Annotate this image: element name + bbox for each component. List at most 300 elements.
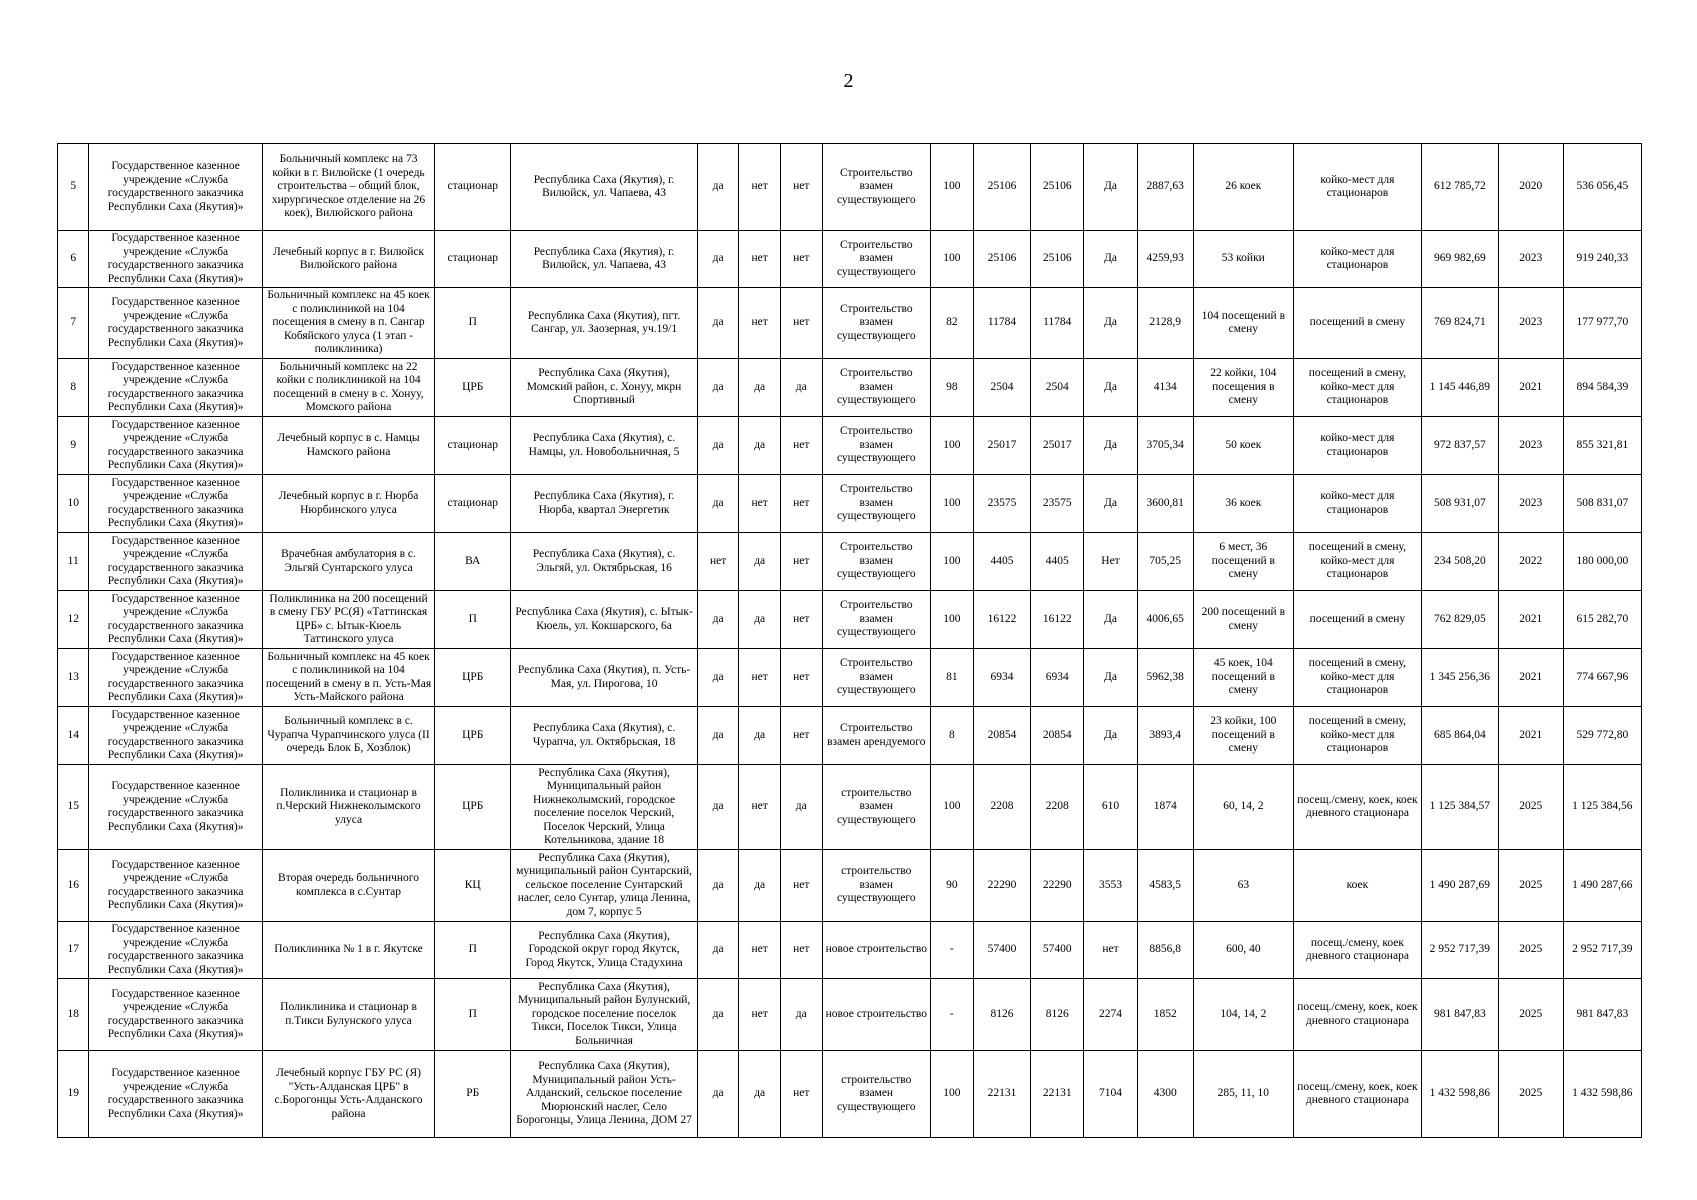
cell-cost: 1 125 384,57 — [1421, 765, 1498, 850]
table-row — [58, 1051, 1642, 1138]
cell-cost: 981 847,83 — [1421, 979, 1498, 1051]
cell-unit: койко-мест для стационаров — [1294, 144, 1422, 231]
cell-work: строительство взамен существующего — [822, 850, 931, 922]
cell-capacity: 50 коек — [1193, 417, 1293, 475]
cell-c3: да — [780, 765, 822, 850]
cell-capacity: 53 койки — [1193, 231, 1293, 288]
cell-v1: 11784 — [973, 288, 1031, 359]
cell-c2: нет — [739, 231, 781, 288]
cell-v3: Да — [1084, 417, 1138, 475]
cell-address: Республика Саха (Якутия), с. Ытык-Кюель, ул. Кокшарского, 6а — [511, 591, 698, 649]
cell-v3: нет — [1084, 922, 1138, 979]
cell-pct: 100 — [931, 533, 974, 591]
cell-year: 2023 — [1498, 231, 1563, 288]
cell-pct: - — [931, 979, 974, 1051]
table-row — [58, 533, 1642, 591]
cell-amount: 1 432 598,86 — [1563, 1051, 1641, 1138]
cell-capacity: 36 коек — [1193, 475, 1293, 533]
cell-year: 2021 — [1498, 359, 1563, 417]
cell-n: 9 — [58, 417, 89, 475]
cell-work: Строительство взамен арендуемого — [822, 707, 931, 765]
cell-work: Строительство взамен существующего — [822, 649, 931, 707]
cell-object: Поликлиника на 200 посещений в смену ГБУ РС(Я) «Таттинская ЦРБ» с. Ытык-Кюель Таттинского улуса — [262, 591, 434, 649]
cell-address: Республика Саха (Якутия), Городской округ город Якутск, Город Якутск, Улица Стадухина — [511, 922, 698, 979]
cell-object: Поликлиника и стационар в п.Тикси Булунского улуса — [262, 979, 434, 1051]
cell-type: П — [435, 591, 511, 649]
cell-customer: Государственное казенное учреждение «Служба государственного заказчика Республики Саха (Якутия)» — [89, 288, 262, 359]
cell-capacity: 104 посещений в смену — [1193, 288, 1293, 359]
cell-capacity: 45 коек, 104 посещений в смену — [1193, 649, 1293, 707]
cell-v3: 2274 — [1084, 979, 1138, 1051]
cell-capacity: 23 койки, 100 посещений в смену — [1193, 707, 1293, 765]
cell-unit: посещений в смену, койко-мест для стационаров — [1294, 707, 1422, 765]
cell-c2: нет — [739, 649, 781, 707]
cell-v3: Да — [1084, 591, 1138, 649]
cell-v1: 4405 — [973, 533, 1031, 591]
cell-area: 3600,81 — [1137, 475, 1193, 533]
cell-pct: 8 — [931, 707, 974, 765]
cell-amount: 894 584,39 — [1563, 359, 1641, 417]
cell-c1: да — [697, 591, 739, 649]
cell-v1: 20854 — [973, 707, 1031, 765]
cell-amount: 855 321,81 — [1563, 417, 1641, 475]
cell-address: Республика Саха (Якутия), с. Намцы, ул. Новобольничная, 5 — [511, 417, 698, 475]
cell-n: 15 — [58, 765, 89, 850]
cell-v2: 22290 — [1031, 850, 1084, 922]
cell-pct: 90 — [931, 850, 974, 922]
cell-c1: да — [697, 765, 739, 850]
cell-v2: 20854 — [1031, 707, 1084, 765]
cell-area: 705,25 — [1137, 533, 1193, 591]
cell-c3: нет — [780, 922, 822, 979]
cell-work: Строительство взамен существующего — [822, 231, 931, 288]
cell-v1: 25106 — [973, 231, 1031, 288]
cell-n: 11 — [58, 533, 89, 591]
cell-n: 13 — [58, 649, 89, 707]
cell-year: 2025 — [1498, 850, 1563, 922]
cell-customer: Государственное казенное учреждение «Служба государственного заказчика Республики Саха (Якутия)» — [89, 417, 262, 475]
cell-v1: 22131 — [973, 1051, 1031, 1138]
cell-area: 3705,34 — [1137, 417, 1193, 475]
cell-customer: Государственное казенное учреждение «Служба государственного заказчика Республики Саха (Якутия)» — [89, 475, 262, 533]
cell-year: 2023 — [1498, 288, 1563, 359]
cell-amount: 529 772,80 — [1563, 707, 1641, 765]
cell-area: 1874 — [1137, 765, 1193, 850]
cell-type: ЦРБ — [435, 359, 511, 417]
cell-area: 3893,4 — [1137, 707, 1193, 765]
cell-year: 2025 — [1498, 1051, 1563, 1138]
cell-customer: Государственное казенное учреждение «Служба государственного заказчика Республики Саха (Якутия)» — [89, 359, 262, 417]
cell-type: ВА — [435, 533, 511, 591]
cell-type: П — [435, 288, 511, 359]
cell-year: 2025 — [1498, 922, 1563, 979]
cell-c3: нет — [780, 231, 822, 288]
table-row — [58, 765, 1642, 850]
cell-v3: Да — [1084, 144, 1138, 231]
cell-address: Республика Саха (Якутия), г. Вилюйск, ул. Чапаева, 43 — [511, 144, 698, 231]
cell-unit: посещ./смену, коек, коек дневного стационара — [1294, 979, 1422, 1051]
cell-capacity: 60, 14, 2 — [1193, 765, 1293, 850]
cell-v2: 4405 — [1031, 533, 1084, 591]
cell-address: Республика Саха (Якутия), Муниципальный район Нижнеколымский, городское поселение поселок Черский, Поселок Черский, Улица Котельникова, здание 18 — [511, 765, 698, 850]
cell-object: Больничный комплекс на 22 койки с поликлиникой на 104 посещений в смену в с. Хонуу, Момского района — [262, 359, 434, 417]
cell-object: Вторая очередь больничного комплекса в с.Сунтар — [262, 850, 434, 922]
cell-c3: нет — [780, 850, 822, 922]
cell-n: 12 — [58, 591, 89, 649]
cell-c2: да — [739, 591, 781, 649]
cell-cost: 508 931,07 — [1421, 475, 1498, 533]
cell-cost: 2 952 717,39 — [1421, 922, 1498, 979]
cell-unit: посещений в смену, койко-мест для стационаров — [1294, 649, 1422, 707]
cell-pct: 100 — [931, 765, 974, 850]
cell-c2: нет — [739, 144, 781, 231]
cell-work: новое строительство — [822, 979, 931, 1051]
cell-c2: нет — [739, 288, 781, 359]
cell-n: 16 — [58, 850, 89, 922]
cell-type: П — [435, 979, 511, 1051]
cell-capacity: 285, 11, 10 — [1193, 1051, 1293, 1138]
cell-work: Строительство взамен существующего — [822, 288, 931, 359]
table-row — [58, 649, 1642, 707]
cell-c2: да — [739, 359, 781, 417]
cell-customer: Государственное казенное учреждение «Служба государственного заказчика Республики Саха (Якутия)» — [89, 533, 262, 591]
cell-object: Врачебная амбулатория в с. Эльгяй Сунтарского улуса — [262, 533, 434, 591]
cell-area: 2887,63 — [1137, 144, 1193, 231]
cell-address: Республика Саха (Якутия), г. Вилюйск, ул. Чапаева, 43 — [511, 231, 698, 288]
cell-c1: да — [697, 850, 739, 922]
cell-v2: 22131 — [1031, 1051, 1084, 1138]
cell-area: 1852 — [1137, 979, 1193, 1051]
cell-pct: - — [931, 922, 974, 979]
page-number: 2 — [843, 70, 854, 92]
cell-object: Больничный комплекс на 45 коек с поликлиникой на 104 посещения в смену в п. Сангар Кобяйского улуса (1 этап - поликлиника) — [262, 288, 434, 359]
cell-amount: 2 952 717,39 — [1563, 922, 1641, 979]
cell-v3: Да — [1084, 649, 1138, 707]
table-row — [58, 231, 1642, 288]
cell-area: 4259,93 — [1137, 231, 1193, 288]
cell-v3: Да — [1084, 288, 1138, 359]
cell-object: Поликлиника № 1 в г. Якутске — [262, 922, 434, 979]
cell-n: 19 — [58, 1051, 89, 1138]
cell-amount: 508 831,07 — [1563, 475, 1641, 533]
cell-c1: да — [697, 288, 739, 359]
cell-v3: Нет — [1084, 533, 1138, 591]
cell-pct: 98 — [931, 359, 974, 417]
cell-v3: Да — [1084, 475, 1138, 533]
cell-customer: Государственное казенное учреждение «Служба государственного заказчика Республики Саха (Якутия)» — [89, 850, 262, 922]
cell-address: Республика Саха (Якутия), муниципальный район Сунтарский, сельское поселение Сунтарский наслег, село Сунтар, улица Ленина, дом 7, корпус 5 — [511, 850, 698, 922]
table-row — [58, 144, 1642, 231]
cell-n: 14 — [58, 707, 89, 765]
cell-amount: 177 977,70 — [1563, 288, 1641, 359]
cell-customer: Государственное казенное учреждение «Служба государственного заказчика Республики Саха (Якутия)» — [89, 922, 262, 979]
cell-customer: Государственное казенное учреждение «Служба государственного заказчика Республики Саха (Якутия)» — [89, 1051, 262, 1138]
cell-v1: 16122 — [973, 591, 1031, 649]
cell-unit: посещений в смену — [1294, 288, 1422, 359]
cell-c2: нет — [739, 979, 781, 1051]
table-row — [58, 707, 1642, 765]
cell-area: 2128,9 — [1137, 288, 1193, 359]
cell-v1: 25017 — [973, 417, 1031, 475]
cell-c1: да — [697, 707, 739, 765]
cell-pct: 100 — [931, 144, 974, 231]
cell-type: стационар — [435, 231, 511, 288]
cell-c1: да — [697, 922, 739, 979]
cell-customer: Государственное казенное учреждение «Служба государственного заказчика Республики Саха (Якутия)» — [89, 144, 262, 231]
cell-c1: да — [697, 649, 739, 707]
cell-c1: да — [697, 475, 739, 533]
cell-customer: Государственное казенное учреждение «Служба государственного заказчика Республики Саха (Якутия)» — [89, 231, 262, 288]
cell-c1: да — [697, 1051, 739, 1138]
cell-v1: 8126 — [973, 979, 1031, 1051]
cell-capacity: 63 — [1193, 850, 1293, 922]
cell-c1: да — [697, 359, 739, 417]
cell-object: Больничный комплекс на 45 коек с поликлиникой на 104 посещений в смену в п. Усть-Мая Усть-Майского района — [262, 649, 434, 707]
table-row — [58, 922, 1642, 979]
cell-cost: 762 829,05 — [1421, 591, 1498, 649]
cell-c2: нет — [739, 922, 781, 979]
cell-c3: нет — [780, 649, 822, 707]
cell-address: Республика Саха (Якутия), Муниципальный район Булунский, городское поселение поселок Тикси, Поселок Тикси, Улица Больничная — [511, 979, 698, 1051]
table-row — [58, 288, 1642, 359]
cell-unit: койко-мест для стационаров — [1294, 417, 1422, 475]
cell-unit: посещ./смену, коек, коек дневного стационара — [1294, 1051, 1422, 1138]
cell-pct: 100 — [931, 475, 974, 533]
cell-cost: 972 837,57 — [1421, 417, 1498, 475]
cell-unit: посещ./смену, коек дневного стационара — [1294, 922, 1422, 979]
cell-cost: 1 432 598,86 — [1421, 1051, 1498, 1138]
cell-cost: 769 824,71 — [1421, 288, 1498, 359]
cell-v1: 22290 — [973, 850, 1031, 922]
cell-year: 2023 — [1498, 417, 1563, 475]
cell-pct: 100 — [931, 231, 974, 288]
cell-pct: 81 — [931, 649, 974, 707]
cell-area: 5962,38 — [1137, 649, 1193, 707]
cell-unit: посещ./смену, коек, коек дневного стационара — [1294, 765, 1422, 850]
cell-area: 4006,65 — [1137, 591, 1193, 649]
cell-address: Республика Саха (Якутия), с. Чурапча, ул. Октябрьская, 18 — [511, 707, 698, 765]
cell-pct: 100 — [931, 1051, 974, 1138]
cell-object: Больничный комплекс на 73 койки в г. Вилюйске (1 очередь строительства – общий блок, хирургическое отделение на 26 коек), Вилюйского района — [262, 144, 434, 231]
cell-c3: да — [780, 359, 822, 417]
cell-c3: нет — [780, 417, 822, 475]
cell-capacity: 26 коек — [1193, 144, 1293, 231]
cell-year: 2021 — [1498, 707, 1563, 765]
cell-c2: да — [739, 417, 781, 475]
cell-v1: 23575 — [973, 475, 1031, 533]
cell-year: 2023 — [1498, 475, 1563, 533]
cell-work: Строительство взамен существующего — [822, 359, 931, 417]
cell-cost: 685 864,04 — [1421, 707, 1498, 765]
cell-v3: Да — [1084, 707, 1138, 765]
cell-v2: 8126 — [1031, 979, 1084, 1051]
cell-v2: 6934 — [1031, 649, 1084, 707]
cell-work: новое строительство — [822, 922, 931, 979]
cell-v1: 2208 — [973, 765, 1031, 850]
cell-v3: Да — [1084, 359, 1138, 417]
cell-amount: 1 490 287,66 — [1563, 850, 1641, 922]
table-row — [58, 417, 1642, 475]
cell-type: стационар — [435, 417, 511, 475]
cell-work: Строительство взамен существующего — [822, 144, 931, 231]
cell-object: Лечебный корпус в г. Нюрба Нюрбинского улуса — [262, 475, 434, 533]
cell-address: Республика Саха (Якутия), Муниципальный район Усть-Алданский, сельское поселение Мюрюнский наслег, Село Борогонцы, Улица Ленина, ДОМ 27 — [511, 1051, 698, 1138]
cell-capacity: 600, 40 — [1193, 922, 1293, 979]
cell-v3: 3553 — [1084, 850, 1138, 922]
cell-c3: нет — [780, 475, 822, 533]
cell-year: 2021 — [1498, 591, 1563, 649]
table-row — [58, 979, 1642, 1051]
cell-c3: нет — [780, 288, 822, 359]
cell-c1: да — [697, 979, 739, 1051]
cell-cost: 1 490 287,69 — [1421, 850, 1498, 922]
cell-v1: 25106 — [973, 144, 1031, 231]
cell-c1: да — [697, 417, 739, 475]
cell-c2: да — [739, 1051, 781, 1138]
cell-area: 4134 — [1137, 359, 1193, 417]
cell-v1: 6934 — [973, 649, 1031, 707]
cell-capacity: 104, 14, 2 — [1193, 979, 1293, 1051]
cell-c2: да — [739, 707, 781, 765]
cell-v3: 610 — [1084, 765, 1138, 850]
cell-year: 2022 — [1498, 533, 1563, 591]
cell-c1: нет — [697, 533, 739, 591]
cell-area: 8856,8 — [1137, 922, 1193, 979]
cell-v2: 57400 — [1031, 922, 1084, 979]
cell-amount: 919 240,33 — [1563, 231, 1641, 288]
cell-cost: 969 982,69 — [1421, 231, 1498, 288]
cell-address: Республика Саха (Якутия), п. Усть-Мая, ул. Пирогова, 10 — [511, 649, 698, 707]
cell-address: Республика Саха (Якутия), Момский район, с. Хонуу, мкрн Спортивный — [511, 359, 698, 417]
cell-cost: 1 145 446,89 — [1421, 359, 1498, 417]
cell-type: стационар — [435, 475, 511, 533]
cell-n: 18 — [58, 979, 89, 1051]
cell-v2: 25106 — [1031, 231, 1084, 288]
cell-c3: нет — [780, 144, 822, 231]
objects-table — [57, 143, 1642, 1138]
cell-v2: 25106 — [1031, 144, 1084, 231]
cell-pct: 100 — [931, 591, 974, 649]
cell-capacity: 22 койки, 104 посещения в смену — [1193, 359, 1293, 417]
cell-v3: 7104 — [1084, 1051, 1138, 1138]
cell-cost: 1 345 256,36 — [1421, 649, 1498, 707]
cell-year: 2025 — [1498, 765, 1563, 850]
cell-c1: да — [697, 231, 739, 288]
cell-v2: 25017 — [1031, 417, 1084, 475]
cell-amount: 615 282,70 — [1563, 591, 1641, 649]
cell-type: ЦРБ — [435, 649, 511, 707]
cell-pct: 100 — [931, 417, 974, 475]
cell-unit: посещений в смену, койко-мест для стационаров — [1294, 359, 1422, 417]
cell-c3: нет — [780, 591, 822, 649]
cell-unit: койко-мест для стационаров — [1294, 475, 1422, 533]
cell-type: РБ — [435, 1051, 511, 1138]
cell-n: 17 — [58, 922, 89, 979]
cell-area: 4583,5 — [1137, 850, 1193, 922]
cell-type: ЦРБ — [435, 707, 511, 765]
cell-work: Строительство взамен существующего — [822, 475, 931, 533]
cell-pct: 82 — [931, 288, 974, 359]
cell-object: Лечебный корпус в с. Намцы Намского района — [262, 417, 434, 475]
cell-c2: нет — [739, 475, 781, 533]
cell-customer: Государственное казенное учреждение «Служба государственного заказчика Республики Саха (Якутия)» — [89, 649, 262, 707]
cell-cost: 612 785,72 — [1421, 144, 1498, 231]
cell-object: Лечебный корпус ГБУ РС (Я) "Усть-Алданская ЦРБ" в с.Борогонцы Усть-Алданского района — [262, 1051, 434, 1138]
cell-address: Республика Саха (Якутия), г. Нюрба, квартал Энергетик — [511, 475, 698, 533]
cell-object: Больничный комплекс в с. Чурапча Чурапчинского улуса (II очередь Блок Б, Хозблок) — [262, 707, 434, 765]
cell-type: КЦ — [435, 850, 511, 922]
cell-type: стационар — [435, 144, 511, 231]
cell-amount: 1 125 384,56 — [1563, 765, 1641, 850]
cell-v1: 57400 — [973, 922, 1031, 979]
cell-n: 5 — [58, 144, 89, 231]
cell-capacity: 200 посещений в смену — [1193, 591, 1293, 649]
cell-v2: 16122 — [1031, 591, 1084, 649]
cell-customer: Государственное казенное учреждение «Служба государственного заказчика Республики Саха (Якутия)» — [89, 707, 262, 765]
cell-c2: да — [739, 850, 781, 922]
cell-v1: 2504 — [973, 359, 1031, 417]
cell-area: 4300 — [1137, 1051, 1193, 1138]
cell-type: ЦРБ — [435, 765, 511, 850]
table-row — [58, 850, 1642, 922]
cell-n: 8 — [58, 359, 89, 417]
cell-c3: нет — [780, 1051, 822, 1138]
cell-type: П — [435, 922, 511, 979]
cell-capacity: 6 мест, 36 посещений в смену — [1193, 533, 1293, 591]
cell-n: 7 — [58, 288, 89, 359]
table-row — [58, 591, 1642, 649]
cell-work: строительство взамен существующего — [822, 1051, 931, 1138]
cell-amount: 536 056,45 — [1563, 144, 1641, 231]
cell-object: Поликлиника и стационар в п.Черский Нижнеколымского улуса — [262, 765, 434, 850]
cell-work: строительство взамен существующего — [822, 765, 931, 850]
cell-v2: 23575 — [1031, 475, 1084, 533]
cell-customer: Государственное казенное учреждение «Служба государственного заказчика Республики Саха (Якутия)» — [89, 591, 262, 649]
cell-address: Республика Саха (Якутия), пгт. Сангар, ул. Заозерная, уч.19/1 — [511, 288, 698, 359]
cell-unit: посещений в смену, койко-мест для стационаров — [1294, 533, 1422, 591]
cell-v2: 2504 — [1031, 359, 1084, 417]
cell-customer: Государственное казенное учреждение «Служба государственного заказчика Республики Саха (Якутия)» — [89, 765, 262, 850]
cell-unit: койко-мест для стационаров — [1294, 231, 1422, 288]
cell-year: 2021 — [1498, 649, 1563, 707]
cell-unit: посещений в смену — [1294, 591, 1422, 649]
cell-year: 2025 — [1498, 979, 1563, 1051]
cell-customer: Государственное казенное учреждение «Служба государственного заказчика Республики Саха (Якутия)» — [89, 979, 262, 1051]
cell-v3: Да — [1084, 231, 1138, 288]
cell-c3: нет — [780, 707, 822, 765]
cell-amount: 774 667,96 — [1563, 649, 1641, 707]
cell-c2: да — [739, 533, 781, 591]
cell-amount: 180 000,00 — [1563, 533, 1641, 591]
cell-c2: нет — [739, 765, 781, 850]
cell-v2: 11784 — [1031, 288, 1084, 359]
cell-work: Строительство взамен существующего — [822, 417, 931, 475]
cell-n: 10 — [58, 475, 89, 533]
cell-amount: 981 847,83 — [1563, 979, 1641, 1051]
cell-unit: коек — [1294, 850, 1422, 922]
cell-object: Лечебный корпус в г. Вилюйск Вилюйского района — [262, 231, 434, 288]
cell-n: 6 — [58, 231, 89, 288]
cell-c3: да — [780, 979, 822, 1051]
cell-work: Строительство взамен существующего — [822, 533, 931, 591]
table-body — [58, 144, 1642, 1138]
cell-c1: да — [697, 144, 739, 231]
cell-work: Строительство взамен существующего — [822, 591, 931, 649]
table-row — [58, 475, 1642, 533]
cell-v2: 2208 — [1031, 765, 1084, 850]
cell-year: 2020 — [1498, 144, 1563, 231]
cell-c3: нет — [780, 533, 822, 591]
